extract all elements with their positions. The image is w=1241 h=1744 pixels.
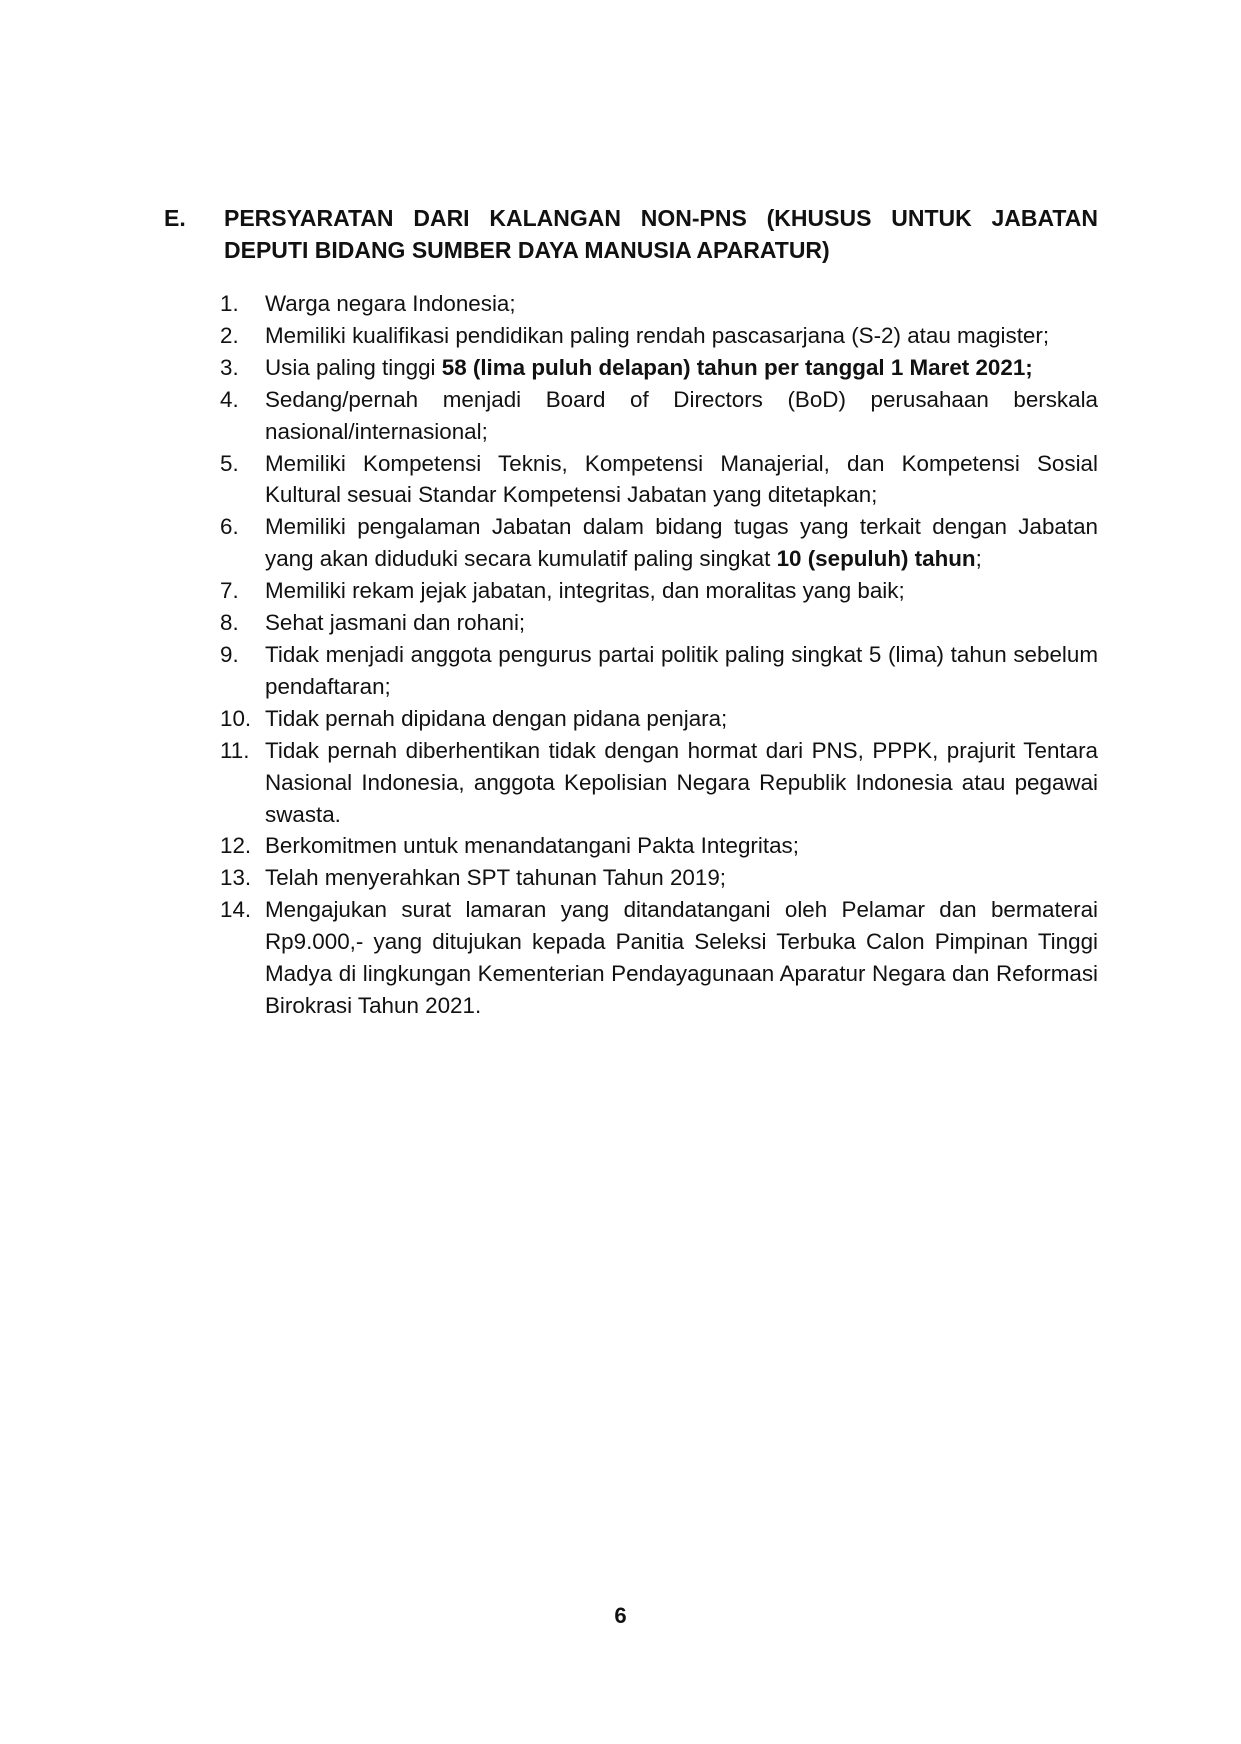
requirements-list (220, 288, 1098, 1022)
list-item-text (265, 639, 1098, 703)
list-item-number: 8. (220, 610, 239, 636)
list-item-text (265, 703, 1098, 735)
list-item-number: 3. (220, 354, 239, 380)
list-item (220, 830, 1098, 862)
text-run: Memiliki pengalaman Jabatan dalam bidang tugas yang terkait dengan Jabatan yang akan diduduki secara kumulatif paling singkat (265, 514, 1098, 572)
list-item-text (265, 352, 1098, 384)
list-item-number: 7. (220, 578, 239, 604)
list-item-number: 5. (220, 450, 239, 476)
text-run: Mengajukan surat lamaran yang ditandatangani oleh Pelamar dan bermaterai Rp9.000,- yang ditujukan kepada Panitia Seleksi Terbuka Calon Pimpinan Tinggi Madya di lingkungan Kementerian Pendayagunaan Aparatur Negara dan Reformasi Birokrasi Tahun 2021. (265, 897, 1098, 1018)
text-run: Warga negara Indonesia; (265, 291, 516, 316)
list-item-number: 6. (220, 514, 239, 540)
list-item-number: 11. (220, 737, 250, 763)
text-run: Sehat jasmani dan rohani; (265, 610, 526, 636)
section-title: PERSYARATAN DARI KALANGAN NON-PNS (KHUSUS UNTUK JABATAN DEPUTI BIDANG SUMBER DAYA MANUSIA APARATUR) (224, 205, 1098, 263)
section-letter: E. (164, 205, 186, 231)
list-item (220, 448, 1098, 512)
list-item-number: 9. (220, 641, 239, 667)
list-item-text (265, 830, 1098, 862)
list-item (220, 352, 1098, 384)
list-item-text (265, 862, 1098, 894)
list-item-number: 14. (220, 897, 252, 923)
list-item-text (265, 735, 1098, 831)
list-item-text (265, 894, 1098, 1022)
list-item (220, 511, 1098, 575)
list-item (220, 862, 1098, 894)
list-item (220, 735, 1098, 831)
list-item-text (265, 511, 1098, 575)
list-item-text (265, 288, 1098, 320)
text-run: Tidak pernah diberhentikan tidak dengan hormat dari PNS, PPPK, prajurit Tentara Nasional Indonesia, anggota Kepolisian Negara Republik Indonesia atau pegawai swasta. (265, 737, 1098, 827)
list-item-number: 2. (220, 322, 239, 348)
list-item-number: 1. (220, 291, 239, 316)
emphasis-text: 58 (lima puluh delapan) tahun per tanggal 1 Maret 2021; (441, 354, 1033, 380)
text-run: Sedang/pernah menjadi Board of Directors (BoD) perusahaan berskala nasional/internasional; (265, 386, 1098, 444)
list-item (220, 288, 1098, 320)
emphasis-text: 10 (sepuluh) tahun (776, 546, 976, 572)
list-item (220, 639, 1098, 703)
text-run: ; (975, 546, 982, 572)
list-item (220, 384, 1098, 448)
list-item-text (265, 448, 1098, 512)
text-run: Tidak menjadi anggota pengurus partai politik paling singkat 5 (lima) tahun sebelum pendaftaran; (265, 641, 1098, 699)
text-run: Telah menyerahkan SPT tahunan Tahun 2019; (265, 865, 727, 891)
list-item (220, 320, 1098, 352)
list-item (220, 703, 1098, 735)
text-run: Memiliki rekam jejak jabatan, integritas, dan moralitas yang baik; (265, 578, 905, 604)
page-number: 6 (614, 1603, 627, 1628)
list-item-number: 10. (220, 705, 252, 731)
list-item-text (265, 320, 1098, 352)
list-item (220, 575, 1098, 607)
text-run: Berkomitmen untuk menandatangani Pakta Integritas; (265, 833, 799, 859)
text-run: Usia paling tinggi (265, 354, 442, 380)
list-item-number: 13. (220, 865, 252, 891)
list-item-text (265, 575, 1098, 607)
text-run: Tidak pernah dipidana dengan pidana penjara; (265, 705, 728, 731)
list-item (220, 894, 1098, 1022)
list-item-text (265, 607, 1098, 639)
text-run: Memiliki Kompetensi Teknis, Kompetensi Manajerial, dan Kompetensi Sosial Kultural sesuai Standar Kompetensi Jabatan yang ditetapkan; (265, 450, 1098, 508)
list-item-number: 12. (220, 833, 252, 859)
list-item-number: 4. (220, 386, 239, 412)
list-item-text (265, 384, 1098, 448)
text-run: Memiliki kualifikasi pendidikan paling rendah pascasarjana (S-2) atau magister; (265, 322, 1050, 348)
list-item (220, 607, 1098, 639)
